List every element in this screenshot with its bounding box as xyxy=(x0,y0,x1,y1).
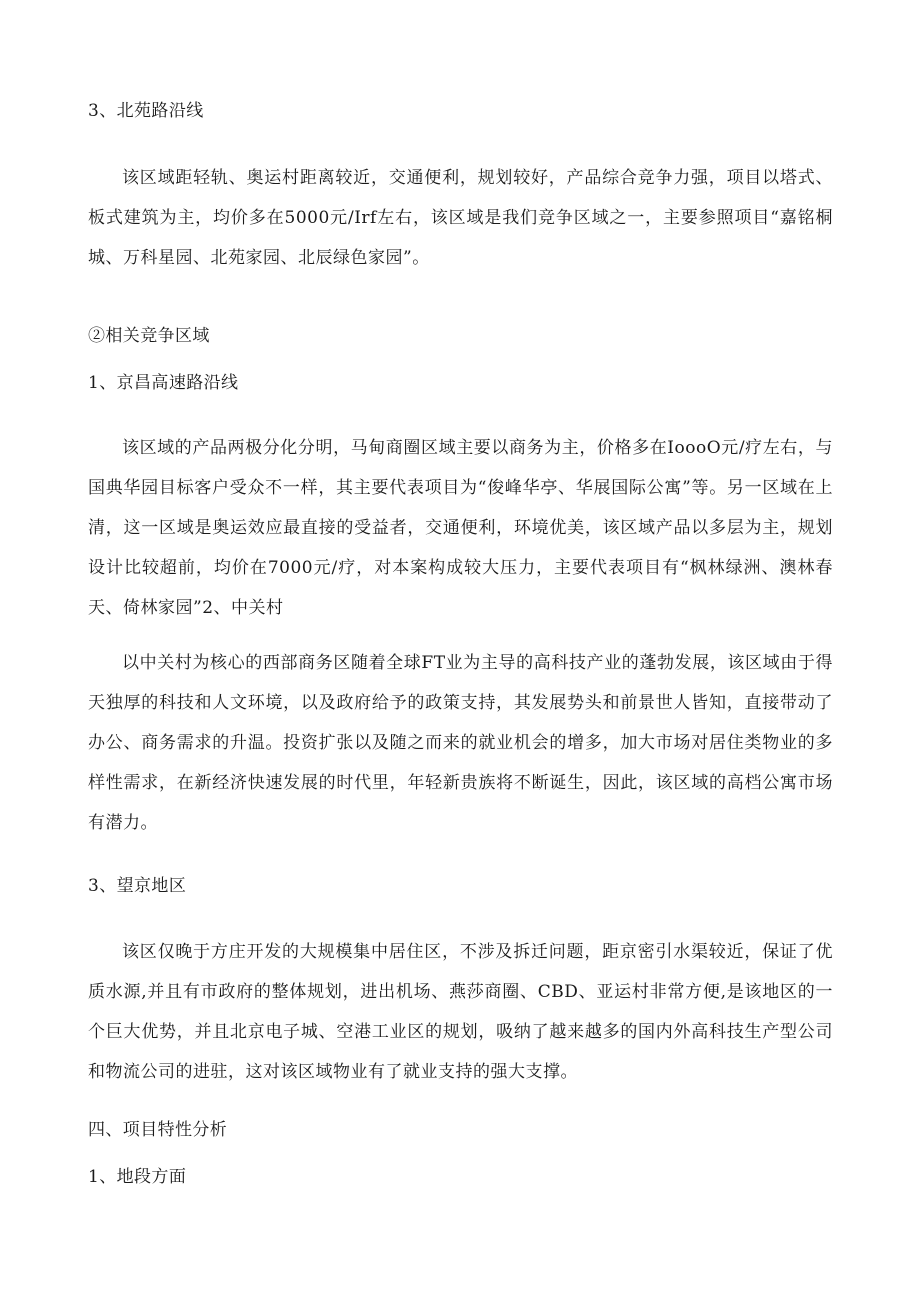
section-heading-location: 1、地段方面 xyxy=(88,1167,187,1187)
section-heading-wangjing: 3、望京地区 xyxy=(88,876,187,896)
section-heading-beiyuan-road: 3、北苑路沿线 xyxy=(88,101,204,121)
paragraph-jingchang-expressway: 该区域的产品两极分化分明，马甸商圈区域主要以商务为主，价格多在IoooO元/疗左右，与国典华园目标客户受众不一样，其主要代表项目为“俊峰华亭、华展国际公寓”等。另一区域在上清，这一区域是奥运效应最直接的受益者，交通便利，环境优美，该区域产品以多层为主，规划设计比较超前，均价在7000元/疗，对本案构成较大压力，主要代表项目有“枫林绿洲、澳林春天、倚林家园”2、中关村 xyxy=(88,438,833,618)
paragraph-wangjing: 该区仅晚于方庄开发的大规模集中居住区，不涉及拆迁问题，距京密引水渠较近，保证了优质水源,并且有市政府的整体规划，进出机场、燕莎商圈、CBD、亚运村非常方便,是该地区的一个巨大优势，并且北京电子城、空港工业区的规划，吸纳了越来越多的国内外高科技生产型公司和物流公司的进驻，这对该区域物业有了就业支持的强大支撑。 xyxy=(88,942,833,1082)
section-heading-project-analysis: 四、项目特性分析 xyxy=(88,1120,228,1140)
paragraph-zhongguancun: 以中关村为核心的西部商务区随着全球FT业为主导的高科技产业的蓬勃发展，该区域由于得天独厚的科技和人文环境，以及政府给予的政策支持，其发展势头和前景世人皆知，直接带动了办公、商务需求的升温。投资扩张以及随之而来的就业机会的增多，加大市场对居住类物业的多样性需求，在新经济快速发展的时代里，年轻新贵族将不断诞生，因此，该区域的高档公寓市场有潜力。 xyxy=(88,653,833,833)
section-heading-jingchang-expressway: 1、京昌高速路沿线 xyxy=(88,373,239,393)
paragraph-beiyuan-road: 该区域距轻轨、奥运村距离较近，交通便利，规划较好，产品综合竞争力强，项目以塔式、板式建筑为主，均价多在5000元/Irf左右，该区域是我们竞争区域之一，主要参照项目“嘉铭桐城、万科星园、北苑家园、北辰绿色家园”。 xyxy=(88,168,833,268)
section-heading-related-competition: ②相关竞争区域 xyxy=(88,326,210,346)
